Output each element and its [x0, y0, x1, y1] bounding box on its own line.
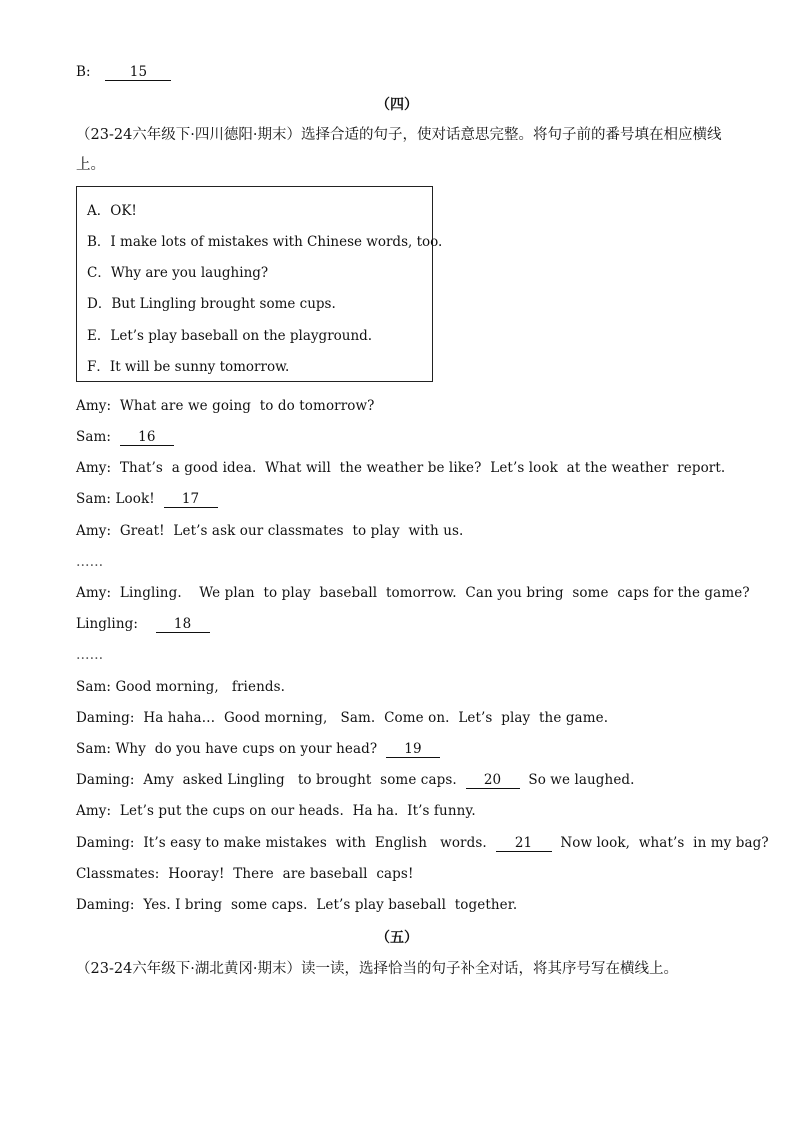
dialogue-line: Daming: Ha haha… Good morning, Sam. Come on. Let’s play the game.: [76, 710, 609, 726]
answer-blank-20[interactable]: 20: [466, 773, 520, 789]
section-intro-4: （23-24六年级下·四川德阳·期末）选择合适的句子，使对话意思完整。将句子前的番号填在相应横线上。: [76, 127, 722, 173]
option-b: B．I make lots of mistakes with Chinese words, too.: [87, 234, 443, 250]
ellipsis-line: ……: [76, 554, 104, 570]
dialogue-line: Sam: 16: [76, 429, 174, 446]
section-intro-5: （23-24六年级下·湖北黄冈·期末）读一读，选择恰当的句子补全对话，将其序号写在横线上。: [76, 961, 679, 977]
section-heading-4: （四）: [376, 97, 418, 113]
dialogue-line: Classmates: Hooray! There are baseball caps!: [76, 866, 414, 882]
option-a: A．OK!: [87, 203, 137, 219]
dialogue-line: Sam: Why do you have cups on your head? 19: [76, 741, 440, 758]
answer-blank-21[interactable]: 21: [496, 836, 552, 852]
dialogue-line: Sam: Good morning, friends.: [76, 679, 286, 695]
dialogue-line: Amy: What are we going to do tomorrow?: [76, 398, 375, 414]
answer-blank-17[interactable]: 17: [164, 492, 218, 508]
answer-blank[interactable]: 15: [105, 65, 171, 81]
dialogue-line: Amy: Lingling. We plan to play baseball tomorrow. Can you bring some caps for the game?: [76, 585, 750, 601]
dialogue-line: Daming: Amy asked Lingling to brought some caps. 20 So we laughed.: [76, 772, 635, 788]
dialogue-line: Sam: Look! 17: [76, 491, 218, 508]
section-heading-5: （五）: [376, 930, 418, 946]
dialogue-line: Amy: Great! Let’s ask our classmates to play with us.: [76, 523, 464, 539]
answer-blank-18[interactable]: 18: [156, 617, 210, 633]
ellipsis-line: ……: [76, 647, 104, 663]
dialogue-line: Lingling: 18: [76, 616, 210, 633]
answer-blank-19[interactable]: 19: [386, 742, 440, 758]
option-d: D．But Lingling brought some cups.: [87, 296, 336, 312]
dialogue-line: Amy: Let’s put the cups on our heads. Ha ha. It’s funny.: [76, 803, 476, 819]
option-e: E．Let’s play baseball on the playground.: [87, 328, 373, 344]
dialogue-line: Daming: Yes. I bring some caps. Let’s play baseball together.: [76, 897, 518, 913]
option-c: C．Why are you laughing?: [87, 265, 269, 281]
answer-line-15: [76, 64, 171, 81]
options-box: [76, 186, 443, 382]
speaker-label: B:: [76, 64, 91, 80]
dialogue-line: Daming: It’s easy to make mistakes with English words. 21 Now look, what’s in my bag?: [76, 835, 769, 851]
answer-blank-16[interactable]: 16: [120, 430, 174, 446]
dialogue-line: Amy: That’s a good idea. What will the weather be like? Let’s look at the weather report.: [76, 460, 726, 476]
option-f: F．It will be sunny tomorrow.: [87, 359, 290, 375]
